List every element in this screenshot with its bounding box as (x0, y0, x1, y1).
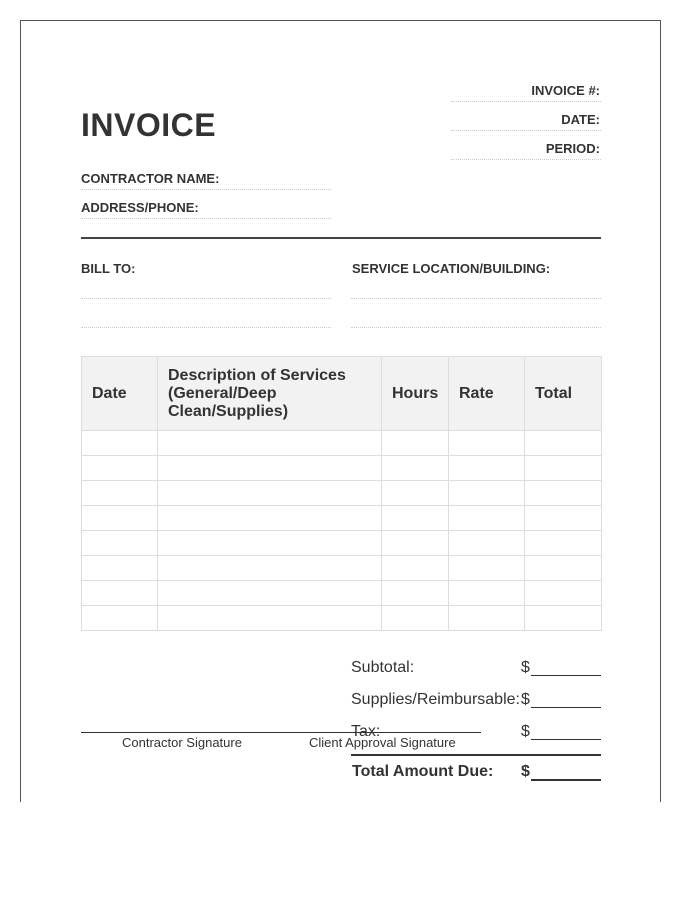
contractor-name-field[interactable] (81, 189, 331, 190)
subtotal-field[interactable] (531, 675, 601, 676)
contractor-name-label: CONTRACTOR NAME: (81, 171, 220, 186)
service-location-label: SERVICE LOCATION/BUILDING: (352, 261, 551, 276)
cell-hours[interactable] (382, 481, 449, 506)
cell-hours[interactable] (382, 456, 449, 481)
table-row (82, 556, 602, 581)
supplies-label: Supplies/Reimbursable: (351, 691, 520, 708)
cell-date[interactable] (82, 606, 158, 631)
invoice-title: INVOICE (81, 107, 217, 143)
address-phone-field[interactable] (81, 218, 331, 219)
services-table (81, 356, 602, 631)
tax-currency: $ (521, 723, 530, 740)
cell-description[interactable] (158, 581, 382, 606)
cell-rate[interactable] (449, 456, 525, 481)
cell-hours[interactable] (382, 431, 449, 456)
totals-divider (351, 754, 601, 756)
table-row (82, 581, 602, 606)
invoice-number-field[interactable] (451, 101, 601, 102)
cell-date[interactable] (82, 531, 158, 556)
cell-total[interactable] (525, 481, 602, 506)
cell-total[interactable] (525, 556, 602, 581)
cell-rate[interactable] (449, 481, 525, 506)
cell-hours[interactable] (382, 581, 449, 606)
cell-description[interactable] (158, 481, 382, 506)
cell-hours[interactable] (382, 531, 449, 556)
address-phone-label: ADDRESS/PHONE: (81, 200, 199, 215)
cell-total[interactable] (525, 456, 602, 481)
period-field[interactable] (451, 159, 601, 160)
table-body (82, 431, 602, 631)
cell-description[interactable] (158, 506, 382, 531)
subtotal-label: Subtotal: (351, 659, 415, 676)
invoice-page (20, 20, 661, 802)
cell-rate[interactable] (449, 556, 525, 581)
cell-rate[interactable] (449, 581, 525, 606)
invoice-number-label: INVOICE #: (531, 83, 600, 98)
table-row (82, 456, 602, 481)
cell-rate[interactable] (449, 431, 525, 456)
cell-date[interactable] (82, 556, 158, 581)
table-header-row (82, 357, 602, 431)
cell-rate[interactable] (449, 506, 525, 531)
cell-description[interactable] (158, 431, 382, 456)
client-signature-label: Client Approval Signature (309, 735, 456, 750)
cell-rate[interactable] (449, 531, 525, 556)
cell-description[interactable] (158, 531, 382, 556)
col-header-description: Description of Services (General/Deep Clean/Supplies) (158, 357, 382, 431)
total-due-field[interactable] (531, 779, 601, 781)
cell-total[interactable] (525, 531, 602, 556)
signature-line[interactable] (81, 732, 481, 733)
table-row (82, 481, 602, 506)
contractor-signature-label: Contractor Signature (122, 735, 242, 750)
cell-date[interactable] (82, 481, 158, 506)
table-row (82, 506, 602, 531)
cell-hours[interactable] (382, 556, 449, 581)
cell-total[interactable] (525, 431, 602, 456)
tax-field[interactable] (531, 739, 601, 740)
supplies-field[interactable] (531, 707, 601, 708)
cell-hours[interactable] (382, 606, 449, 631)
subtotal-currency: $ (521, 659, 530, 676)
cell-total[interactable] (525, 606, 602, 631)
bill-to-field-2[interactable] (81, 327, 331, 328)
period-label: PERIOD: (545, 141, 600, 156)
col-header-date: Date (82, 357, 158, 431)
total-due-label: Total Amount Due: (352, 763, 494, 780)
bill-to-field-1[interactable] (81, 298, 331, 299)
cell-total[interactable] (525, 506, 602, 531)
col-header-hours: Hours (382, 357, 449, 431)
table-row (82, 431, 602, 456)
date-label: DATE: (561, 112, 600, 127)
total-due-currency: $ (521, 763, 530, 780)
supplies-currency: $ (521, 691, 530, 708)
table-row (82, 531, 602, 556)
service-location-field-1[interactable] (351, 298, 601, 299)
section-divider (81, 237, 601, 239)
cell-description[interactable] (158, 456, 382, 481)
cell-date[interactable] (82, 506, 158, 531)
cell-date[interactable] (82, 581, 158, 606)
service-location-field-2[interactable] (351, 327, 601, 328)
tax-label: Tax: (351, 723, 381, 740)
cell-date[interactable] (82, 431, 158, 456)
table-row (82, 606, 602, 631)
col-header-rate: Rate (449, 357, 525, 431)
col-header-total: Total (525, 357, 602, 431)
cell-total[interactable] (525, 581, 602, 606)
bill-to-label: BILL TO: (81, 261, 136, 276)
cell-hours[interactable] (382, 506, 449, 531)
cell-description[interactable] (158, 556, 382, 581)
cell-rate[interactable] (449, 606, 525, 631)
cell-date[interactable] (82, 456, 158, 481)
date-field[interactable] (451, 130, 601, 131)
cell-description[interactable] (158, 606, 382, 631)
